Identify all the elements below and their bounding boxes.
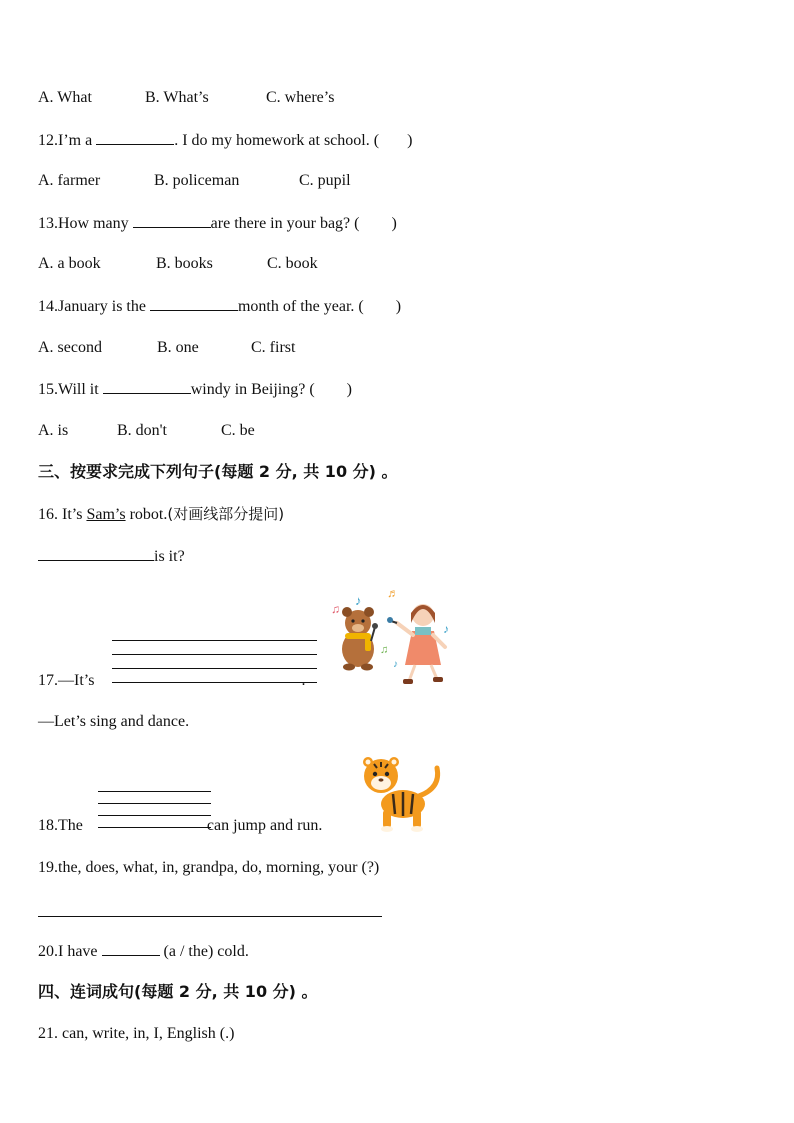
q14-option-c: C. first: [251, 339, 296, 356]
q20-prefix: 20.I have: [38, 943, 98, 960]
q16-answer-blank[interactable]: [38, 546, 154, 561]
q15-option-c: C. be: [221, 422, 255, 439]
q12-options: [38, 171, 351, 191]
music-note-icon: ♫: [380, 644, 389, 656]
q17-reply: —Let’s sing and dance.: [38, 713, 190, 730]
q15-suffix: windy in Beijing? (: [190, 381, 315, 398]
q16-underlined-word: Sam’s: [86, 506, 126, 523]
q19-answer-line[interactable]: [38, 916, 382, 918]
music-note-icon: ♪: [443, 622, 449, 636]
q12-option-b: B. policeman: [154, 172, 240, 189]
q11-option-a: A. What: [38, 89, 92, 106]
q16-answer-line: [38, 546, 185, 567]
q13-options: [38, 254, 318, 274]
q15-option-b: B. don't: [117, 422, 167, 439]
q14-option-a: A. second: [38, 339, 102, 356]
q12-question: [38, 130, 412, 151]
q15-prefix: 15.Will it: [38, 381, 99, 398]
girl-figure: [387, 604, 445, 684]
q17-end: .: [301, 672, 306, 689]
q12-prefix: 12.I’m a: [38, 132, 93, 149]
q13-option-a: A. a book: [38, 255, 101, 272]
q16-prefix: 16. It’s: [38, 506, 83, 523]
q14-paren-close: ): [395, 298, 402, 315]
q14-option-b: B. one: [157, 339, 199, 356]
q16-question: [38, 504, 284, 525]
section-4-heading: 四、连词成句(每题 2 分, 共 10 分) 。: [38, 982, 318, 1001]
q20-blank[interactable]: [102, 941, 160, 956]
q13-option-c: C. book: [267, 255, 318, 272]
q14-options: [38, 338, 295, 358]
q14-prefix: 14.January is the: [38, 298, 146, 315]
q12-option-c: C. pupil: [299, 172, 351, 189]
music-note-icon: ♪: [393, 659, 398, 670]
q14-question: [38, 296, 401, 317]
q16-instruction: (对画线部分提问): [167, 505, 285, 523]
bear-figure: [342, 607, 378, 671]
q17-prefix: 17.—It’s: [38, 672, 95, 689]
q17-question: [38, 671, 305, 691]
q15-question: [38, 379, 352, 400]
q11-option-c: C. where’s: [266, 89, 335, 106]
q11-options: [38, 88, 334, 108]
q18-suffix: can jump and run.: [206, 817, 323, 834]
music-note-icon: ♬: [387, 586, 399, 600]
q14-blank[interactable]: [150, 296, 238, 311]
q15-paren-close: ): [346, 381, 352, 398]
q16-answer-suffix: is it?: [154, 548, 185, 565]
q15-blank[interactable]: [103, 379, 191, 394]
music-note-icon: ♫: [331, 602, 340, 616]
q13-blank[interactable]: [133, 213, 211, 228]
q20-suffix: (a / the) cold.: [163, 943, 249, 960]
q12-blank[interactable]: [96, 130, 174, 145]
q13-paren-close: ): [391, 215, 397, 232]
music-note-icon: ♪: [355, 593, 362, 608]
q13-option-b: B. books: [156, 255, 213, 272]
tiger-picture: [357, 752, 445, 834]
q15-options: [38, 421, 255, 441]
q12-option-a: A. farmer: [38, 172, 101, 189]
q16-middle: robot.: [129, 506, 168, 523]
q18-question: [38, 816, 322, 836]
q13-prefix: 13.How many: [38, 215, 129, 232]
section-3-heading: 三、按要求完成下列句子(每题 2 分, 共 10 分) 。: [38, 462, 398, 481]
q12-paren-close: ): [407, 132, 413, 149]
q19-question: 19.the, does, what, in, grandpa, do, morning, your (?): [38, 859, 380, 876]
q20-question: [38, 941, 249, 962]
bear-and-girl-singing-picture: [325, 583, 457, 687]
q13-question: [38, 213, 397, 234]
q15-option-a: A. is: [38, 422, 69, 439]
q11-option-b: B. What’s: [145, 89, 209, 106]
q14-suffix: month of the year. (: [237, 298, 364, 315]
q18-prefix: 18.The: [38, 817, 83, 834]
q21-question: 21. can, write, in, I, English (.): [38, 1025, 235, 1042]
q12-suffix: . I do my homework at school. (: [174, 132, 380, 149]
tiger-figure: [363, 757, 438, 832]
q13-suffix: are there in your bag? (: [210, 215, 360, 232]
